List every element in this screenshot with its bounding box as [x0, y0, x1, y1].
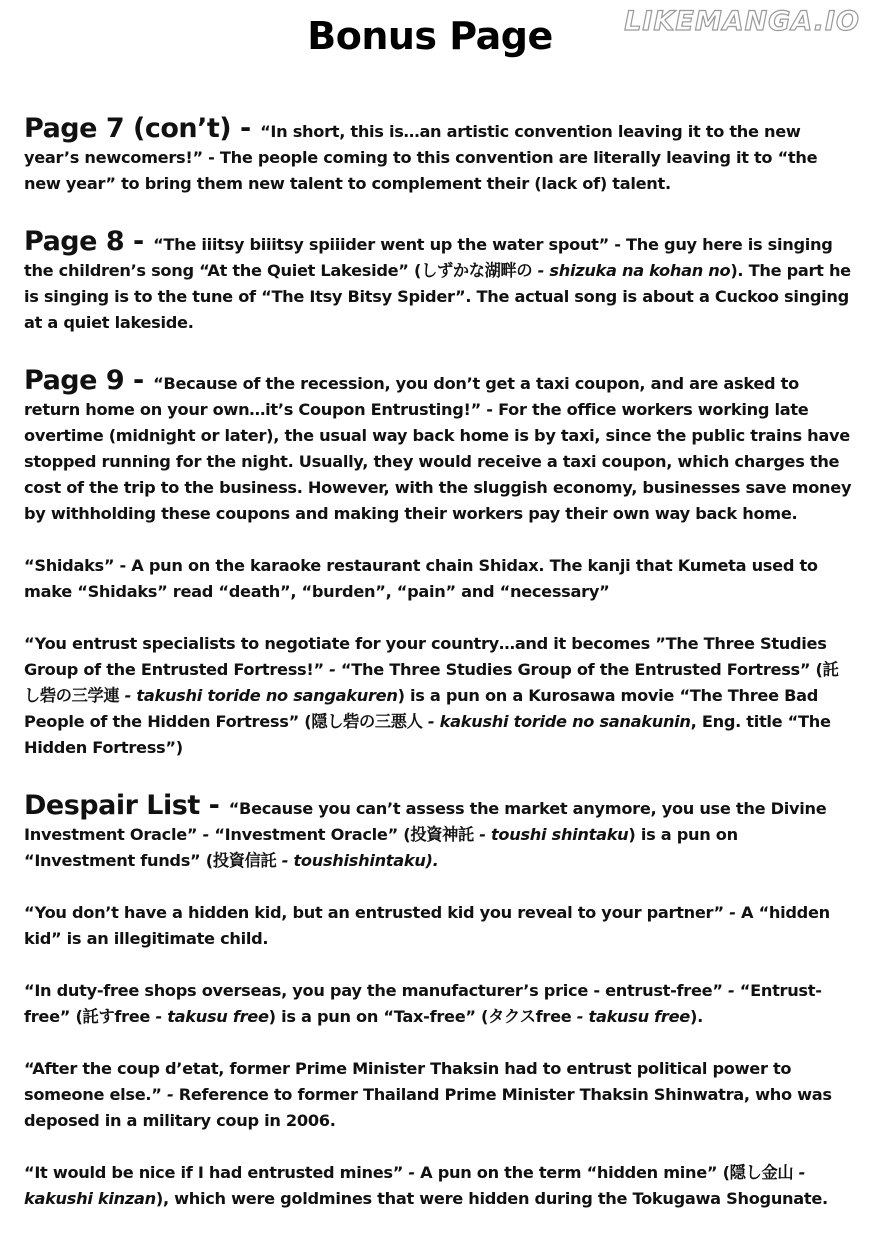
note-quote: “You entrust specialists to negotiate for your country…and it becomes ”The Three Studies Group of the Entrusted Fortress!” — [24, 634, 827, 679]
note-heading: Page 8 - — [24, 226, 144, 257]
note-body: The people coming to this convention are literally leaving it to “the new year” to bring them new talent to complement their (lack of) talent. — [24, 148, 818, 193]
note-dash: - — [202, 825, 209, 844]
note-body: ). The part he is singing is to the tune of “The Itsy Bitsy Spider”. The actual song is about a Cuckoo singing at a quiet lakeside. — [24, 261, 851, 332]
note-romanization: - takusu free — [576, 1007, 690, 1026]
note-dash: - — [166, 1085, 174, 1104]
note-romanization: - toushishintaku). — [281, 851, 439, 870]
note-romanization: - takushi toride no sangakuren — [124, 686, 398, 705]
note-page-7 — [24, 113, 854, 197]
note-body: ) is a pun on “Tax-free” (タクスfree — [268, 1007, 572, 1026]
note-romanization: - kakushi kinzan — [24, 1163, 805, 1208]
note-quote: “Because you can’t assess the market anymore, you use the Divine Investment Oracle” — [24, 799, 827, 844]
note-hidden-kid — [24, 900, 854, 952]
note-heading: Despair List - — [24, 790, 220, 821]
notes-content — [24, 113, 854, 1212]
note-dash: - — [329, 660, 336, 679]
note-body: , Eng. title “The Hidden Fortress”) — [24, 712, 831, 757]
note-romanization: - takusu free — [155, 1007, 269, 1026]
note-body: A “hidden kid” is an illegitimate child. — [24, 903, 830, 948]
note-heading: Page 9 - — [24, 365, 144, 396]
note-body: Reference to former Thailand Prime Minister Thaksin Shinwatra, who was deposed in a military coup in 2006. — [24, 1085, 832, 1130]
note-quote: “In duty-free shops overseas, you pay the manufacturer’s price - entrust-free” — [24, 981, 723, 1000]
note-body: ). — [689, 1007, 703, 1026]
note-quote: “In short, this is…an artistic convention leaving it to the new year’s newcomers!” - — [24, 122, 801, 167]
note-body: For the office workers working late overtime (midnight or later), the usual way back home is by taxi, since the public trains have stopped running for the night. Usually, they would receive a taxi coupon, which charges the cost of the trip to the business. However, with the sluggish economy, businesses save money by withholding these coupons and making their workers pay their own way back home. — [24, 400, 852, 523]
note-heading: Page 7 (con’t) - — [24, 113, 251, 144]
note-romanization: - kakushi toride no sanakunin — [427, 712, 691, 731]
note-dash: - — [729, 903, 736, 922]
note-quote: “You don’t have a hidden kid, but an entrusted kid you reveal to your partner” — [24, 903, 724, 922]
note-duty-free — [24, 978, 854, 1030]
note-thaksin — [24, 1056, 854, 1134]
note-body: A pun on the term “hidden mine” (隠し金山 — [420, 1163, 794, 1182]
note-page-9 — [24, 365, 854, 527]
note-body: “Entrust-free” (託すfree — [24, 981, 822, 1026]
note-dash: - — [728, 981, 735, 1000]
note-fortress — [24, 631, 854, 761]
note-mines — [24, 1160, 854, 1212]
note-body: “The Three Studies Group of the Entrusted Fortress” (託し砦の三学連 — [24, 660, 839, 705]
note-despair-list — [24, 790, 854, 874]
note-page-8 — [24, 226, 854, 336]
note-body: “Investment Oracle” (投資神託 — [214, 825, 474, 844]
note-quote: “After the coup d’etat, former Prime Minister Thaksin had to entrust political power to someone else.” — [24, 1059, 792, 1104]
note-body: ), which were goldmines that were hidden during the Tokugawa Shogunate. — [155, 1189, 828, 1208]
note-quote: “The iiitsy biiitsy spiiider went up the water spout” - — [153, 235, 621, 254]
note-body: ) is a pun on “Investment funds” (投資信託 — [24, 825, 738, 870]
page-title: Bonus Page — [307, 14, 553, 58]
note-dash: - — [408, 1163, 415, 1182]
note-quote: “It would be nice if I had entrusted mines” — [24, 1163, 404, 1182]
note-romanization: - shizuka na kohan no — [537, 261, 731, 280]
note-shidaks: “Shidaks” - A pun on the karaoke restaurant chain Shidax. The kanji that Kumeta used to make “Shidaks” read “death”, “burden”, “pain” and “necessary” — [24, 556, 818, 601]
note-quote: “Because of the recession, you don’t get a taxi coupon, and are asked to return home on your own…it’s Coupon Entrusting!” - — [24, 374, 799, 419]
note-body: The guy here is singing the children’s song “At the Quiet Lakeside” (しずかな湖畔の — [24, 235, 833, 280]
watermark-logo: LIKEMANGA.IO — [624, 6, 860, 37]
note-romanization: - toushi shintaku — [479, 825, 629, 844]
note-body: ) is a pun on a Kurosawa movie “The Three Bad People of the Hidden Fortress” (隠し砦の三悪人 — [24, 686, 819, 731]
